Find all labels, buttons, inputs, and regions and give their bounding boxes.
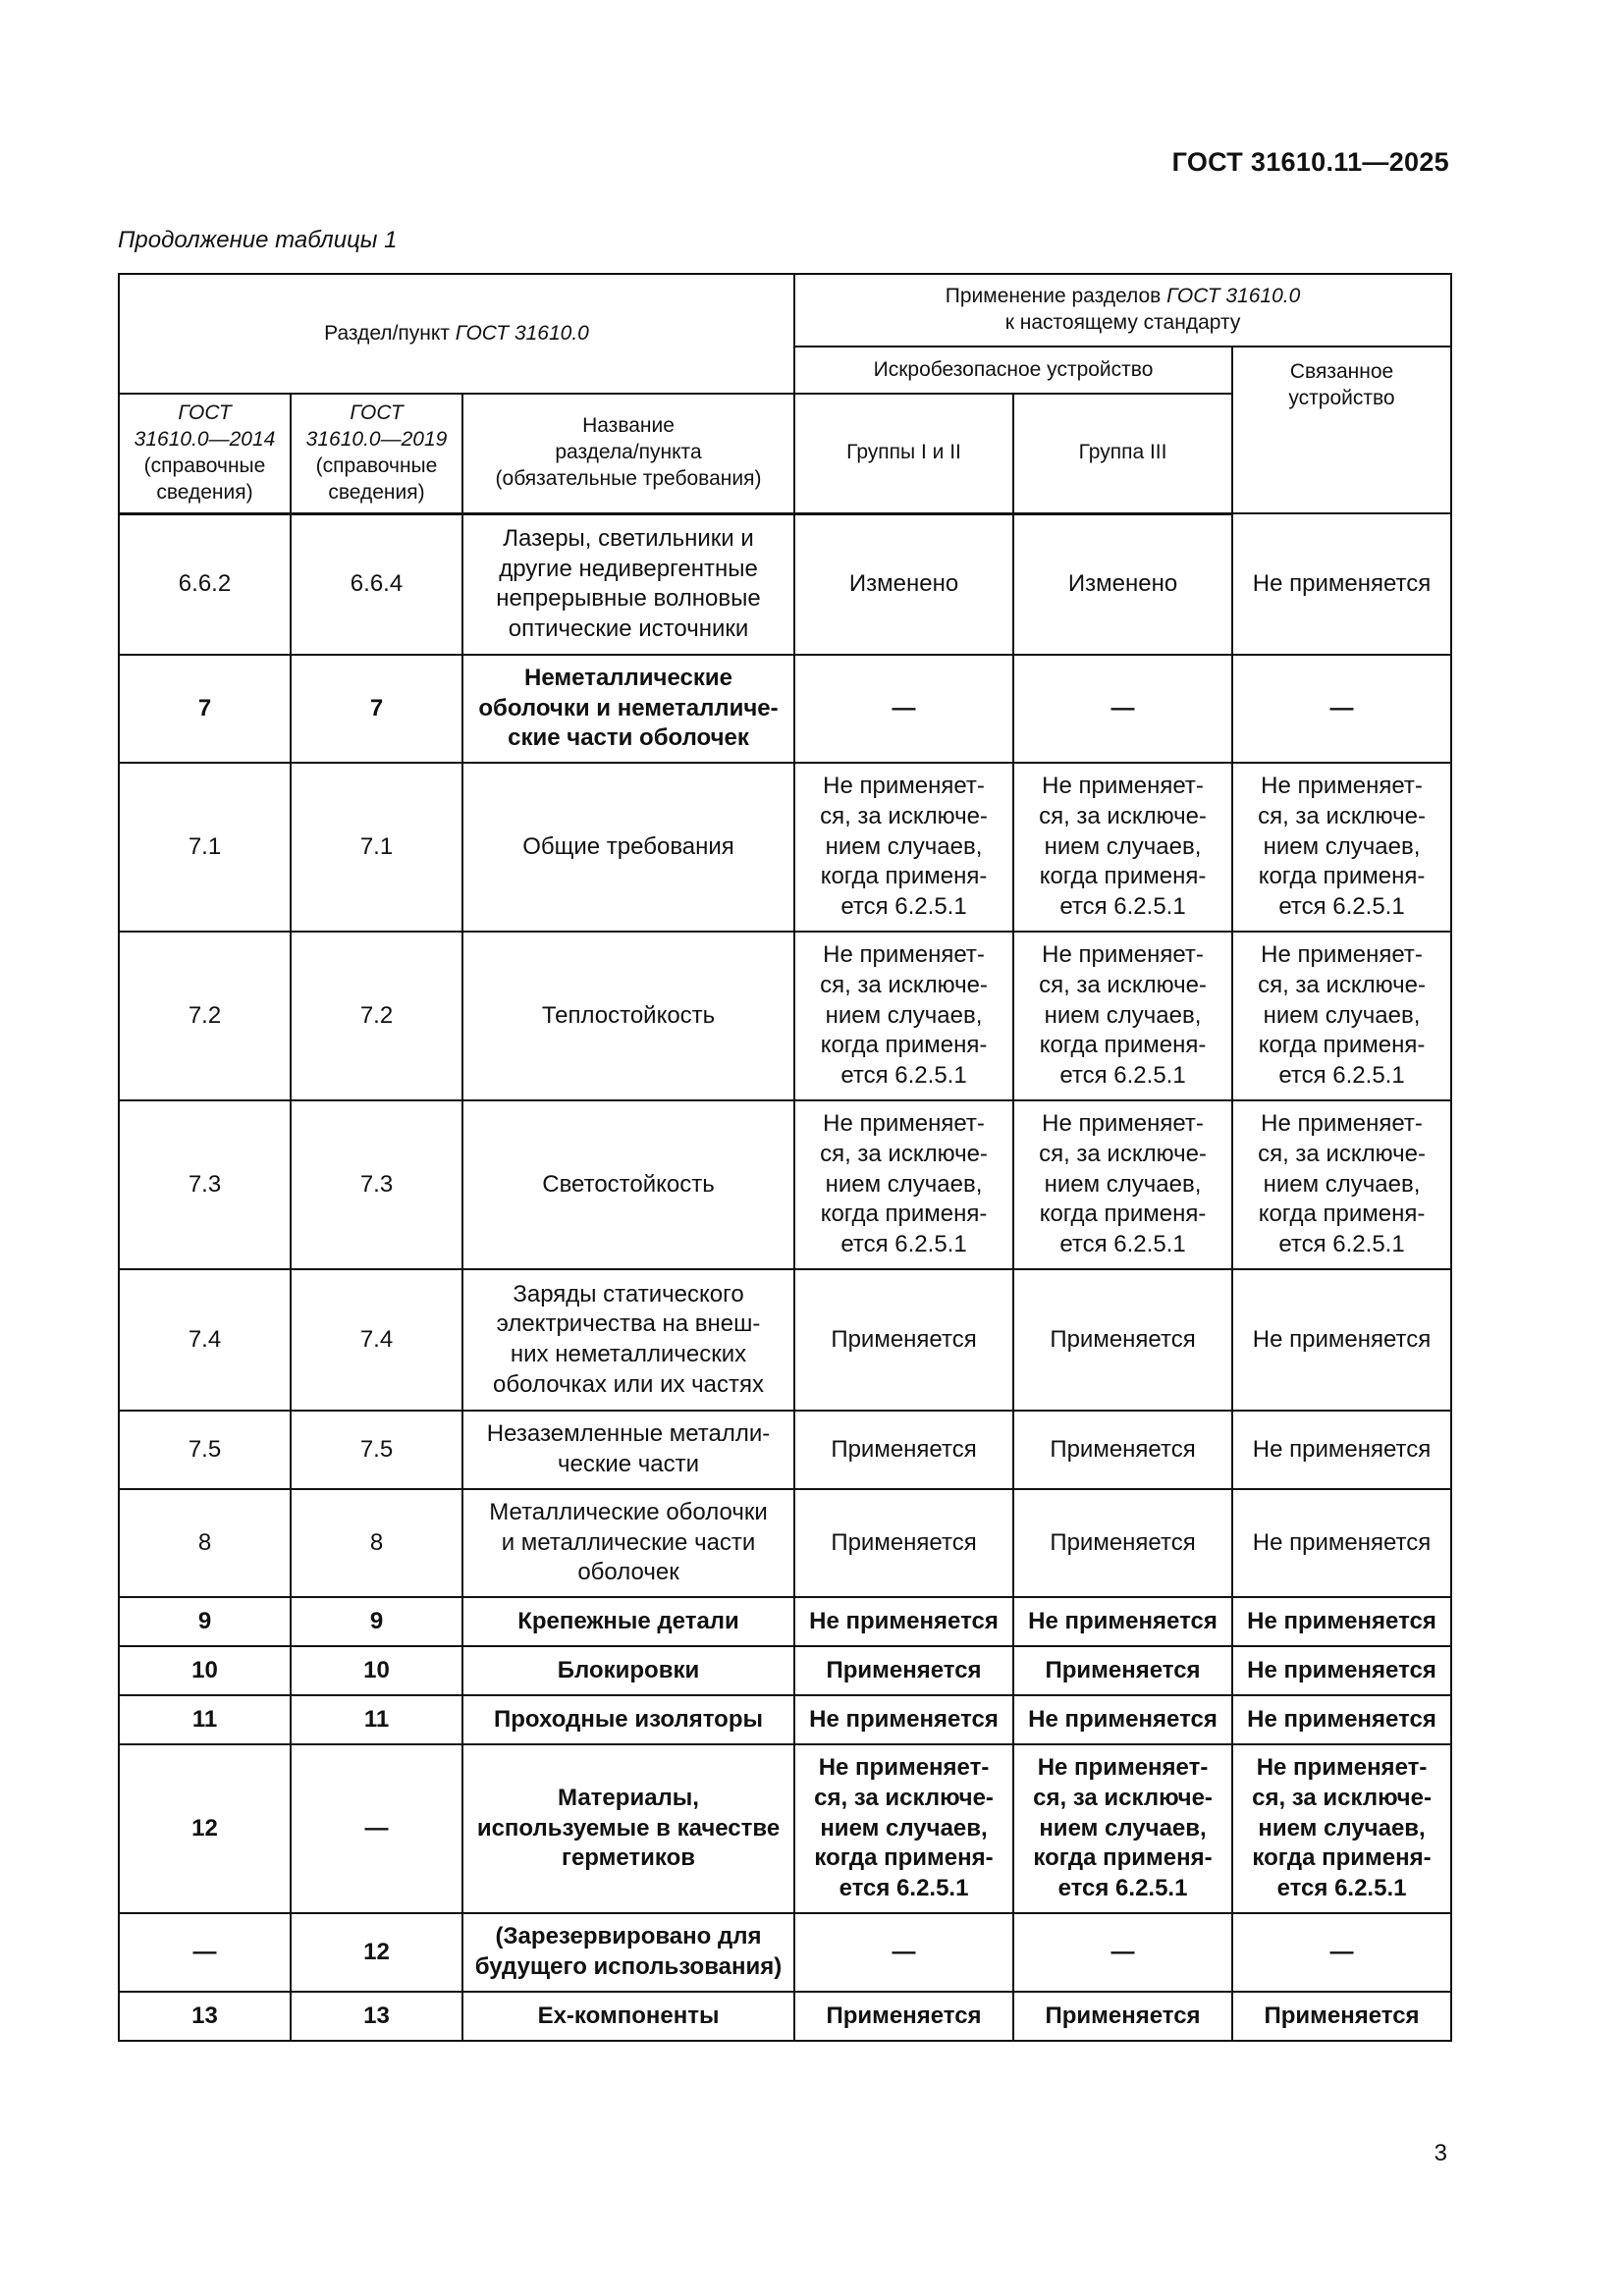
cell-groups-1-2-line: Изменено bbox=[848, 569, 959, 597]
cell-associated-line: нием случаев, bbox=[1263, 1170, 1421, 1198]
cell-section-name-line: Ex-компоненты bbox=[537, 2002, 720, 2029]
table-row bbox=[119, 1411, 1451, 1489]
cell-associated bbox=[1232, 1992, 1451, 2041]
cell-groups-1-2-line: Не применяется bbox=[809, 1705, 999, 1733]
cell-section-name-line: Заряды статического bbox=[513, 1280, 744, 1308]
cell-group-3-line: нием случаев, bbox=[1039, 1814, 1207, 1842]
cell-section-name-line: используемые в качестве bbox=[476, 1814, 781, 1842]
cell-section-name-line: Проходные изоляторы bbox=[494, 1705, 763, 1733]
cell-associated-line: Не применяется bbox=[1252, 1528, 1432, 1556]
cell-section-name-line: непрерывные волновые bbox=[496, 585, 761, 613]
cell-groups-1-2-line: Не применяет- bbox=[823, 1110, 985, 1138]
cell-groups-1-2-line: Применяется bbox=[831, 1325, 977, 1353]
cell-associated-line: Не применяется bbox=[1247, 1656, 1436, 1683]
cell-group-3-line: Не применяет- bbox=[1037, 1754, 1209, 1782]
cell-group-3-line: ся, за исключе- bbox=[1033, 1784, 1213, 1811]
cell-groups-1-2-line: когда применя- bbox=[820, 1032, 988, 1059]
cell-associated bbox=[1232, 932, 1451, 1100]
cell-section-name-line: будущего использования) bbox=[474, 1953, 783, 1980]
cell-gost-2014: 12 bbox=[119, 1744, 291, 1913]
cell-groups-1-2 bbox=[794, 1646, 1013, 1695]
table-row bbox=[119, 1100, 1451, 1269]
cell-gost-2019: 13 bbox=[291, 1992, 462, 2041]
cell-section-name-line: Теплостойкость bbox=[541, 1001, 716, 1029]
cell-groups-1-2-line: ся, за исключе- bbox=[820, 971, 988, 998]
cell-associated-line: когда применя- bbox=[1258, 1032, 1426, 1059]
cell-group-3 bbox=[1013, 1913, 1232, 1992]
cell-groups-1-2 bbox=[794, 513, 1013, 655]
cell-gost-2014: 7.4 bbox=[119, 1269, 291, 1411]
cell-groups-1-2-line: нием случаев, bbox=[825, 832, 983, 860]
table-row bbox=[119, 1269, 1451, 1411]
table-row bbox=[119, 513, 1451, 655]
cell-group-3-line: нием случаев, bbox=[1044, 1170, 1202, 1198]
cell-gost-2019: 9 bbox=[291, 1597, 462, 1646]
cell-associated-line: нием случаев, bbox=[1263, 1001, 1421, 1029]
cell-section-name bbox=[462, 1100, 794, 1269]
cell-associated bbox=[1232, 1744, 1451, 1913]
cell-section-name bbox=[462, 1597, 794, 1646]
cell-gost-2019: 6.6.4 bbox=[291, 513, 462, 655]
cell-section-name bbox=[462, 932, 794, 1100]
cell-gost-2014: 7.1 bbox=[119, 763, 291, 932]
header-group-3: Группа III bbox=[1013, 394, 1232, 513]
cell-associated-line: ется 6.2.5.1 bbox=[1278, 1062, 1405, 1090]
page-number: 3 bbox=[1434, 2140, 1447, 2166]
cell-group-3 bbox=[1013, 1411, 1232, 1489]
header-associated-device: Связанное устройство bbox=[1232, 347, 1451, 513]
cell-section-name-line: Блокировки bbox=[557, 1656, 700, 1683]
cell-group-3-line: Применяется bbox=[1045, 2002, 1201, 2029]
cell-associated-line: Не применяет- bbox=[1261, 773, 1423, 800]
cell-group-3 bbox=[1013, 1744, 1232, 1913]
cell-groups-1-2-line: — bbox=[892, 694, 916, 721]
cell-section-name bbox=[462, 1411, 794, 1489]
cell-groups-1-2-line: когда применя- bbox=[820, 863, 988, 890]
cell-section-name-line: Неметаллические bbox=[524, 664, 732, 691]
cell-group-3-line: ется 6.2.5.1 bbox=[1057, 1875, 1188, 1902]
header-gost-2014: ГОСТ 31610.0—2014 (справочные сведения) bbox=[119, 394, 291, 513]
cell-groups-1-2-line: Не применяется bbox=[809, 1607, 999, 1634]
cell-group-3-line: ся, за исключе- bbox=[1039, 1140, 1207, 1167]
cell-associated-line: Не применяется bbox=[1252, 569, 1432, 597]
cell-group-3 bbox=[1013, 1597, 1232, 1646]
cell-group-3 bbox=[1013, 932, 1232, 1100]
cell-associated-line: Не применяется bbox=[1247, 1607, 1436, 1634]
cell-groups-1-2-line: Не применяет- bbox=[823, 941, 985, 969]
cell-section-name-line: оболочках или их частях bbox=[493, 1370, 764, 1398]
cell-gost-2019: 10 bbox=[291, 1646, 462, 1695]
cell-gost-2014: — bbox=[119, 1913, 291, 1992]
cell-associated-line: ется 6.2.5.1 bbox=[1276, 1875, 1407, 1902]
table-row bbox=[119, 1744, 1451, 1913]
cell-group-3 bbox=[1013, 1100, 1232, 1269]
cell-groups-1-2-line: Применяется bbox=[831, 1528, 977, 1556]
cell-gost-2019: 7.4 bbox=[291, 1269, 462, 1411]
table-row bbox=[119, 655, 1451, 763]
cell-gost-2019: 7.5 bbox=[291, 1411, 462, 1489]
cell-group-3-line: когда применя- bbox=[1039, 1032, 1207, 1059]
cell-section-name bbox=[462, 1489, 794, 1597]
cell-associated bbox=[1232, 1597, 1451, 1646]
cell-groups-1-2 bbox=[794, 655, 1013, 763]
cell-group-3 bbox=[1013, 1269, 1232, 1411]
cell-group-3-line: ся, за исключе- bbox=[1039, 802, 1207, 829]
cell-gost-2019: 7.2 bbox=[291, 932, 462, 1100]
header-gost-2019: ГОСТ 31610.0—2019 (справочные сведения) bbox=[291, 394, 462, 513]
table-row bbox=[119, 1913, 1451, 1992]
cell-section-name bbox=[462, 1269, 794, 1411]
table-row bbox=[119, 1992, 1451, 2041]
cell-groups-1-2-line: Не применяет- bbox=[818, 1754, 990, 1782]
cell-groups-1-2-line: ся, за исключе- bbox=[820, 1140, 988, 1167]
cell-group-3-line: Не применяется bbox=[1028, 1705, 1218, 1733]
cell-group-3 bbox=[1013, 1992, 1232, 2041]
cell-groups-1-2 bbox=[794, 1489, 1013, 1597]
cell-associated-line: ся, за исключе- bbox=[1252, 1784, 1432, 1811]
cell-group-3 bbox=[1013, 1646, 1232, 1695]
cell-section-name bbox=[462, 1744, 794, 1913]
cell-group-3-line: когда применя- bbox=[1039, 863, 1207, 890]
cell-section-name bbox=[462, 1695, 794, 1744]
cell-groups-1-2-line: нием случаев, bbox=[825, 1170, 983, 1198]
cell-associated bbox=[1232, 513, 1451, 655]
cell-section-name-line: оболочки и неметалличе- bbox=[478, 694, 779, 721]
cell-associated-line: когда применя- bbox=[1252, 1844, 1432, 1872]
cell-gost-2014: 9 bbox=[119, 1597, 291, 1646]
cell-groups-1-2-line: ся, за исключе- bbox=[814, 1784, 994, 1811]
cell-group-3-line: ся, за исключе- bbox=[1039, 971, 1207, 998]
cell-associated-line: когда применя- bbox=[1258, 863, 1426, 890]
cell-group-3-line: Не применяет- bbox=[1042, 1110, 1204, 1138]
cell-groups-1-2 bbox=[794, 1992, 1013, 2041]
cell-group-3-line: Применяется bbox=[1050, 1325, 1196, 1353]
cell-gost-2014: 7.3 bbox=[119, 1100, 291, 1269]
cell-associated bbox=[1232, 655, 1451, 763]
cell-groups-1-2 bbox=[794, 1597, 1013, 1646]
table-row bbox=[119, 1489, 1451, 1597]
cell-group-3-line: ется 6.2.5.1 bbox=[1059, 893, 1186, 921]
cell-groups-1-2-line: ся, за исключе- bbox=[820, 802, 988, 829]
cell-group-3-line: нием случаев, bbox=[1044, 832, 1202, 860]
cell-associated-line: Не применяет- bbox=[1261, 941, 1423, 969]
cell-gost-2019: 12 bbox=[291, 1913, 462, 1992]
cell-groups-1-2-line: Применяется bbox=[826, 1656, 982, 1683]
cell-groups-1-2-line: Не применяет- bbox=[823, 773, 985, 800]
cell-gost-2014: 8 bbox=[119, 1489, 291, 1597]
cell-gost-2019: 7.1 bbox=[291, 763, 462, 932]
cell-groups-1-2 bbox=[794, 1695, 1013, 1744]
cell-groups-1-2 bbox=[794, 1100, 1013, 1269]
cell-associated-line: Не применяет- bbox=[1261, 1110, 1423, 1138]
table-row bbox=[119, 763, 1451, 932]
header-application: Применение разделов ГОСТ 31610.0 к настоящему стандарту bbox=[794, 274, 1451, 347]
cell-associated-line: ется 6.2.5.1 bbox=[1278, 1231, 1405, 1258]
cell-groups-1-2-line: Применяется bbox=[826, 2002, 982, 2029]
cell-section-name bbox=[462, 655, 794, 763]
header-groups-1-2: Группы I и II bbox=[794, 394, 1013, 513]
cell-group-3 bbox=[1013, 1489, 1232, 1597]
cell-associated-line: Не применяется bbox=[1252, 1325, 1432, 1353]
cell-section-name-line: Металлические оболочки bbox=[489, 1498, 768, 1525]
cell-section-name-line: (Зарезервировано для bbox=[495, 1923, 762, 1950]
cell-group-3-line: — bbox=[1110, 1938, 1135, 1965]
cell-section-name-line: оптические источники bbox=[508, 614, 749, 642]
cell-associated bbox=[1232, 1100, 1451, 1269]
cell-associated-line: — bbox=[1329, 1938, 1354, 1965]
cell-groups-1-2-line: ется 6.2.5.1 bbox=[840, 893, 967, 921]
cell-group-3-line: — bbox=[1110, 694, 1135, 721]
cell-groups-1-2-line: — bbox=[892, 1938, 916, 1965]
cell-section-name-line: и металлические части bbox=[501, 1528, 756, 1556]
cell-groups-1-2-line: нием случаев, bbox=[820, 1814, 988, 1842]
cell-associated-line: ется 6.2.5.1 bbox=[1278, 893, 1405, 921]
cell-group-3-line: когда применя- bbox=[1033, 1844, 1213, 1872]
cell-associated bbox=[1232, 1913, 1451, 1992]
cell-associated-line: ся, за исключе- bbox=[1258, 802, 1426, 829]
cell-gost-2014: 7.2 bbox=[119, 932, 291, 1100]
table-row bbox=[119, 1695, 1451, 1744]
cell-section-name bbox=[462, 1646, 794, 1695]
cell-section-name-line: них неметаллических bbox=[510, 1341, 747, 1367]
cell-group-3-line: Изменено bbox=[1067, 569, 1178, 597]
requirements-table bbox=[118, 273, 1452, 2042]
cell-associated-line: Не применяется bbox=[1252, 1435, 1432, 1463]
cell-associated bbox=[1232, 1646, 1451, 1695]
cell-section-name-line: герметиков bbox=[561, 1844, 696, 1872]
cell-gost-2014: 13 bbox=[119, 1992, 291, 2041]
cell-associated-line: ся, за исключе- bbox=[1258, 1140, 1426, 1167]
cell-section-name-line: оболочек bbox=[577, 1559, 679, 1586]
cell-section-name-line: Общие требования bbox=[522, 832, 734, 860]
cell-group-3 bbox=[1013, 763, 1232, 932]
cell-group-3-line: Применяется bbox=[1045, 1656, 1201, 1683]
cell-associated bbox=[1232, 1695, 1451, 1744]
cell-section-name-line: другие недивергентные bbox=[499, 555, 758, 582]
cell-groups-1-2 bbox=[794, 763, 1013, 932]
cell-gost-2014: 10 bbox=[119, 1646, 291, 1695]
cell-section-name-line: Незаземленные металли- bbox=[486, 1420, 771, 1448]
cell-groups-1-2-line: ется 6.2.5.1 bbox=[840, 1231, 967, 1258]
cell-groups-1-2-line: когда применя- bbox=[820, 1201, 988, 1228]
cell-gost-2019: 11 bbox=[291, 1695, 462, 1744]
cell-associated-line: когда применя- bbox=[1258, 1201, 1426, 1228]
cell-group-3 bbox=[1013, 655, 1232, 763]
cell-associated bbox=[1232, 1411, 1451, 1489]
cell-gost-2014: 11 bbox=[119, 1695, 291, 1744]
cell-groups-1-2 bbox=[794, 1744, 1013, 1913]
cell-groups-1-2-line: ется 6.2.5.1 bbox=[840, 1062, 967, 1090]
cell-associated-line: Не применяется bbox=[1247, 1705, 1436, 1733]
cell-section-name-line: ские части оболочек bbox=[508, 724, 749, 752]
cell-gost-2014: 7.5 bbox=[119, 1411, 291, 1489]
cell-associated-line: Не применяет- bbox=[1256, 1754, 1428, 1782]
cell-associated bbox=[1232, 763, 1451, 932]
cell-gost-2019: — bbox=[291, 1744, 462, 1913]
table-caption: Продолжение таблицы 1 bbox=[118, 227, 398, 253]
table-row bbox=[119, 932, 1451, 1100]
cell-associated-line: Применяется bbox=[1264, 2002, 1420, 2029]
cell-group-3-line: ется 6.2.5.1 bbox=[1059, 1062, 1186, 1090]
cell-section-name-line: Материалы, bbox=[558, 1784, 699, 1811]
cell-group-3-line: Не применяется bbox=[1028, 1607, 1218, 1634]
cell-group-3-line: Применяется bbox=[1050, 1435, 1196, 1463]
cell-section-name bbox=[462, 1992, 794, 2041]
cell-group-3-line: Не применяет- bbox=[1042, 941, 1204, 969]
table-row bbox=[119, 1597, 1451, 1646]
cell-gost-2019: 7 bbox=[291, 655, 462, 763]
cell-associated-line: нием случаев, bbox=[1258, 1814, 1426, 1842]
document-code: ГОСТ 31610.11—2025 bbox=[1171, 147, 1449, 177]
cell-groups-1-2 bbox=[794, 1269, 1013, 1411]
cell-associated-line: — bbox=[1329, 694, 1354, 721]
cell-gost-2019: 7.3 bbox=[291, 1100, 462, 1269]
cell-associated bbox=[1232, 1269, 1451, 1411]
cell-groups-1-2-line: когда применя- bbox=[814, 1844, 994, 1872]
cell-section-name bbox=[462, 1913, 794, 1992]
cell-associated bbox=[1232, 1489, 1451, 1597]
cell-associated-line: нием случаев, bbox=[1263, 832, 1421, 860]
cell-group-3-line: нием случаев, bbox=[1044, 1001, 1202, 1029]
cell-group-3-line: Применяется bbox=[1050, 1528, 1196, 1556]
cell-section-name-line: электричества на внеш- bbox=[496, 1310, 761, 1338]
cell-groups-1-2-line: Применяется bbox=[831, 1435, 977, 1463]
cell-groups-1-2 bbox=[794, 932, 1013, 1100]
cell-section-name-line: ческие части bbox=[557, 1451, 700, 1477]
header-section-ref: Раздел/пункт ГОСТ 31610.0 bbox=[119, 274, 794, 394]
cell-section-name-line: Лазеры, светильники и bbox=[503, 524, 754, 552]
header-intrinsic-device: Искробезопасное устройство bbox=[794, 347, 1232, 394]
cell-groups-1-2 bbox=[794, 1913, 1013, 1992]
cell-associated-line: ся, за исключе- bbox=[1258, 971, 1426, 998]
cell-gost-2014: 6.6.2 bbox=[119, 513, 291, 655]
cell-groups-1-2-line: ется 6.2.5.1 bbox=[839, 1875, 969, 1902]
cell-section-name-line: Крепежные детали bbox=[517, 1607, 739, 1634]
cell-section-name bbox=[462, 513, 794, 655]
cell-group-3-line: ется 6.2.5.1 bbox=[1059, 1231, 1186, 1258]
cell-group-3 bbox=[1013, 1695, 1232, 1744]
cell-gost-2014: 7 bbox=[119, 655, 291, 763]
cell-group-3-line: когда применя- bbox=[1039, 1201, 1207, 1228]
cell-groups-1-2 bbox=[794, 1411, 1013, 1489]
cell-group-3-line: Не применяет- bbox=[1042, 773, 1204, 800]
cell-group-3 bbox=[1013, 513, 1232, 655]
table-row bbox=[119, 1646, 1451, 1695]
cell-groups-1-2-line: нием случаев, bbox=[825, 1001, 983, 1029]
cell-gost-2019: 8 bbox=[291, 1489, 462, 1597]
cell-section-name-line: Светостойкость bbox=[542, 1170, 715, 1198]
cell-section-name bbox=[462, 763, 794, 932]
header-section-name: Название раздела/пункта (обязательные требования) bbox=[462, 394, 794, 513]
